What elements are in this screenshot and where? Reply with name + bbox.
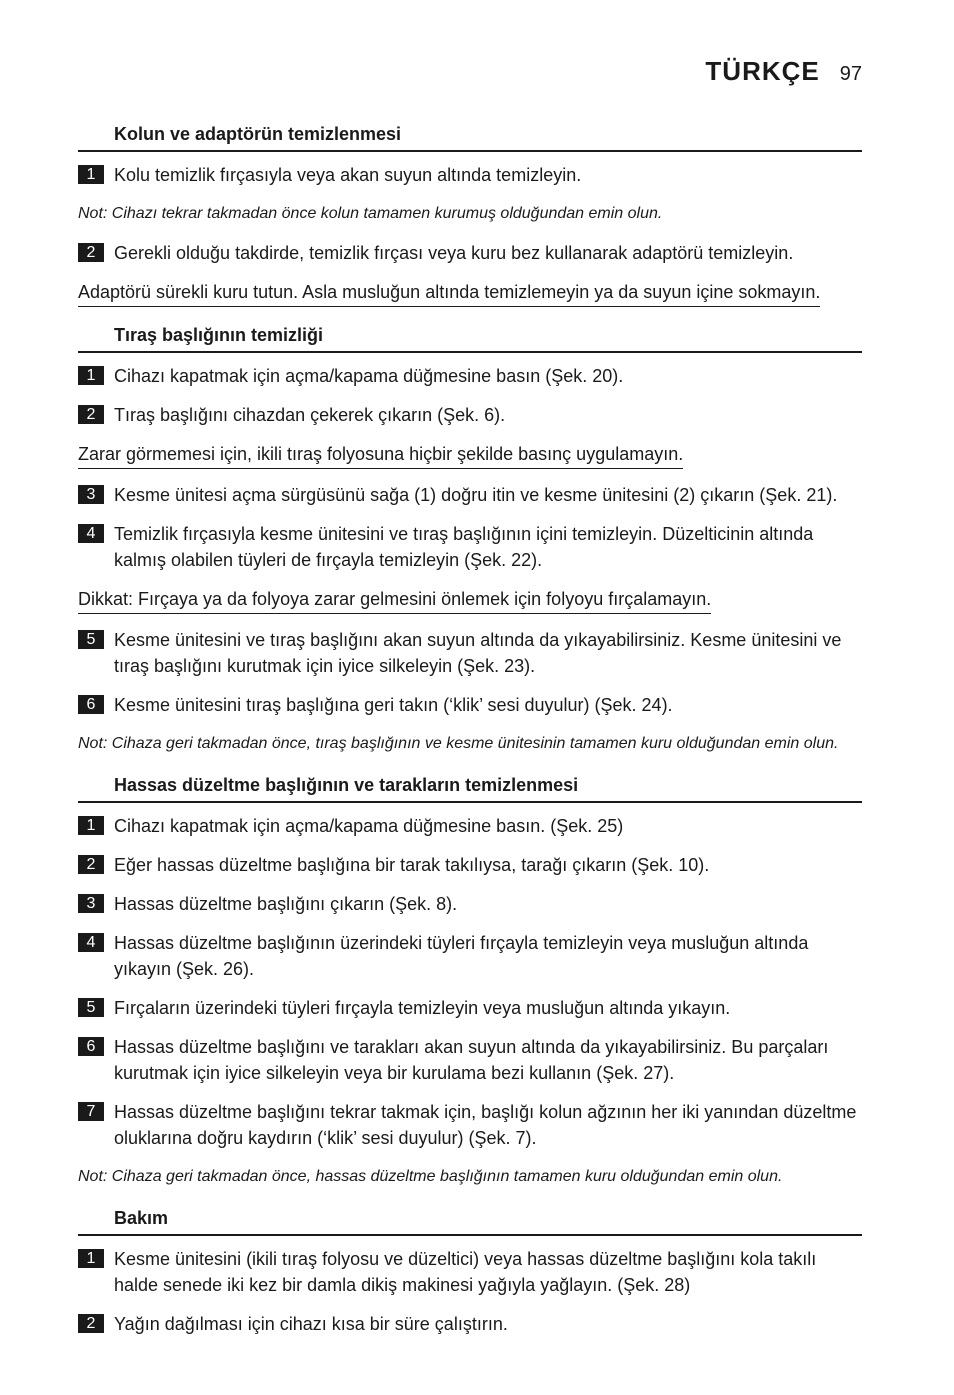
step-item	[78, 930, 862, 982]
page-number: 97	[839, 63, 862, 85]
warning-block	[78, 586, 862, 627]
language-title: TÜRKÇE	[705, 56, 820, 86]
step-text: Kesme ünitesi açma sürgüsünü sağa (1) doğru itin ve kesme ünitesini (2) çıkarın (Şek. 21).	[114, 485, 838, 505]
step-number-badge: 3	[78, 485, 104, 504]
step-text: Kesme ünitesini ve tıraş başlığını akan suyun altında da yıkayabilirsiniz. Kesme ünitesini ve tıraş başlığını kurutmak için iyice silkeleyin (Şek. 23).	[114, 630, 842, 676]
step-number-badge: 7	[78, 1102, 104, 1121]
step-text: Hassas düzeltme başlığını çıkarın (Şek. 8).	[114, 894, 458, 914]
section-title: Kolun ve adaptörün temizlenmesi	[78, 121, 862, 152]
step-text: Eğer hassas düzeltme başlığına bir tarak takılıysa, tarağı çıkarın (Şek. 10).	[114, 855, 710, 875]
step-text: Yağın dağılması için cihazı kısa bir süre çalıştırın.	[114, 1314, 508, 1334]
step-item	[78, 1311, 862, 1337]
warning-block	[78, 441, 862, 482]
step-item	[78, 521, 862, 573]
section	[78, 121, 862, 322]
step-number-badge: 6	[78, 695, 104, 714]
step-item	[78, 482, 862, 508]
step-text: Hassas düzeltme başlığını tekrar takmak için, başlığı kolun ağzının her iki yanından düzeltme oluklarına doğru kaydırın (‘klik’ sesi duyulur) (Şek. 7).	[114, 1102, 857, 1148]
step-text: Kesme ünitesini tıraş başlığına geri takın (‘klik’ sesi duyulur) (Şek. 24).	[114, 695, 673, 715]
step-number-badge: 2	[78, 243, 104, 262]
step-item	[78, 1034, 862, 1086]
section-title: Bakım	[78, 1205, 862, 1236]
page-header	[705, 52, 862, 91]
step-text: Fırçaların üzerindeki tüyleri fırçayla temizleyin veya musluğun altında yıkayın.	[114, 998, 731, 1018]
step-item	[78, 1246, 862, 1298]
step-item	[78, 813, 862, 839]
step-item	[78, 162, 862, 188]
step-item	[78, 692, 862, 718]
warning-text: Dikkat: Fırçaya ya da folyoya zarar gelmesini önlemek için folyoyu fırçalamayın.	[78, 586, 711, 614]
step-number-badge: 5	[78, 630, 104, 649]
step-number-badge: 4	[78, 524, 104, 543]
step-text: Tıraş başlığını cihazdan çekerek çıkarın (Şek. 6).	[114, 405, 506, 425]
step-text: Kolu temizlik fırçasıyla veya akan suyun altında temizleyin.	[114, 165, 582, 185]
step-number-badge: 1	[78, 816, 104, 835]
section-title: Tıraş başlığının temizliği	[78, 322, 862, 353]
step-item	[78, 852, 862, 878]
warning-text: Adaptörü sürekli kuru tutun. Asla musluğun altında temizlemeyin ya da suyun içine sokmayın.	[78, 279, 820, 307]
step-text: Hassas düzeltme başlığının üzerindeki tüyleri fırçayla temizleyin veya musluğun altında yıkayın (Şek. 26).	[114, 933, 809, 979]
step-number-badge: 1	[78, 366, 104, 385]
step-number-badge: 5	[78, 998, 104, 1017]
step-text: Hassas düzeltme başlığını ve tarakları akan suyun altında da yıkayabilirsiniz. Bu parçaları kurutmak için iyice silkeleyin veya bir kurulama bezi kullanın (Şek. 27).	[114, 1037, 829, 1083]
step-text: Gerekli olduğu takdirde, temizlik fırçası veya kuru bez kullanarak adaptörü temizleyin.	[114, 243, 794, 263]
step-number-badge: 2	[78, 1314, 104, 1333]
note-text: Not: Cihaza geri takmadan önce, tıraş başlığının ve kesme ünitesinin tamamen kuru olduğundan emin olun.	[78, 735, 839, 752]
step-item	[78, 627, 862, 679]
step-number-badge: 3	[78, 894, 104, 913]
section	[78, 772, 862, 1205]
page-content	[78, 121, 862, 1352]
step-item	[78, 363, 862, 389]
step-item	[78, 995, 862, 1021]
step-item	[78, 240, 862, 266]
step-number-badge: 1	[78, 1249, 104, 1268]
warning-text: Zarar görmemesi için, ikili tıraş folyosuna hiçbir şekilde basınç uygulamayın.	[78, 441, 683, 469]
step-text: Cihazı kapatmak için açma/kapama düğmesine basın (Şek. 20).	[114, 366, 624, 386]
step-text: Kesme ünitesini (ikili tıraş folyosu ve düzeltici) veya hassas düzeltme başlığını kola takılı halde senede iki kez bir damla dikiş makinesi yağıyla yağlayın. (Şek. 28)	[114, 1249, 817, 1295]
warning-block	[78, 279, 862, 320]
section	[78, 322, 862, 772]
step-number-badge: 2	[78, 405, 104, 424]
note-text: Not: Cihaza geri takmadan önce, hassas düzeltme başlığının tamamen kuru olduğundan emin olun.	[78, 1168, 783, 1185]
step-text: Temizlik fırçasıyla kesme ünitesini ve tıraş başlığının içini temizleyin. Düzelticinin altında kalmış olabilen tüyleri de fırçayla temizleyin (Şek. 22).	[114, 524, 814, 570]
section-title: Hassas düzeltme başlığının ve tarakların temizlenmesi	[78, 772, 862, 803]
step-item	[78, 1099, 862, 1151]
section	[78, 1205, 862, 1352]
step-item	[78, 402, 862, 428]
step-number-badge: 4	[78, 933, 104, 952]
note-text: Not: Cihazı tekrar takmadan önce kolun tamamen kurumuş olduğundan emin olun.	[78, 205, 663, 222]
step-number-badge: 6	[78, 1037, 104, 1056]
step-text: Cihazı kapatmak için açma/kapama düğmesine basın. (Şek. 25)	[114, 816, 624, 836]
step-number-badge: 2	[78, 855, 104, 874]
step-number-badge: 1	[78, 165, 104, 184]
step-item	[78, 891, 862, 917]
